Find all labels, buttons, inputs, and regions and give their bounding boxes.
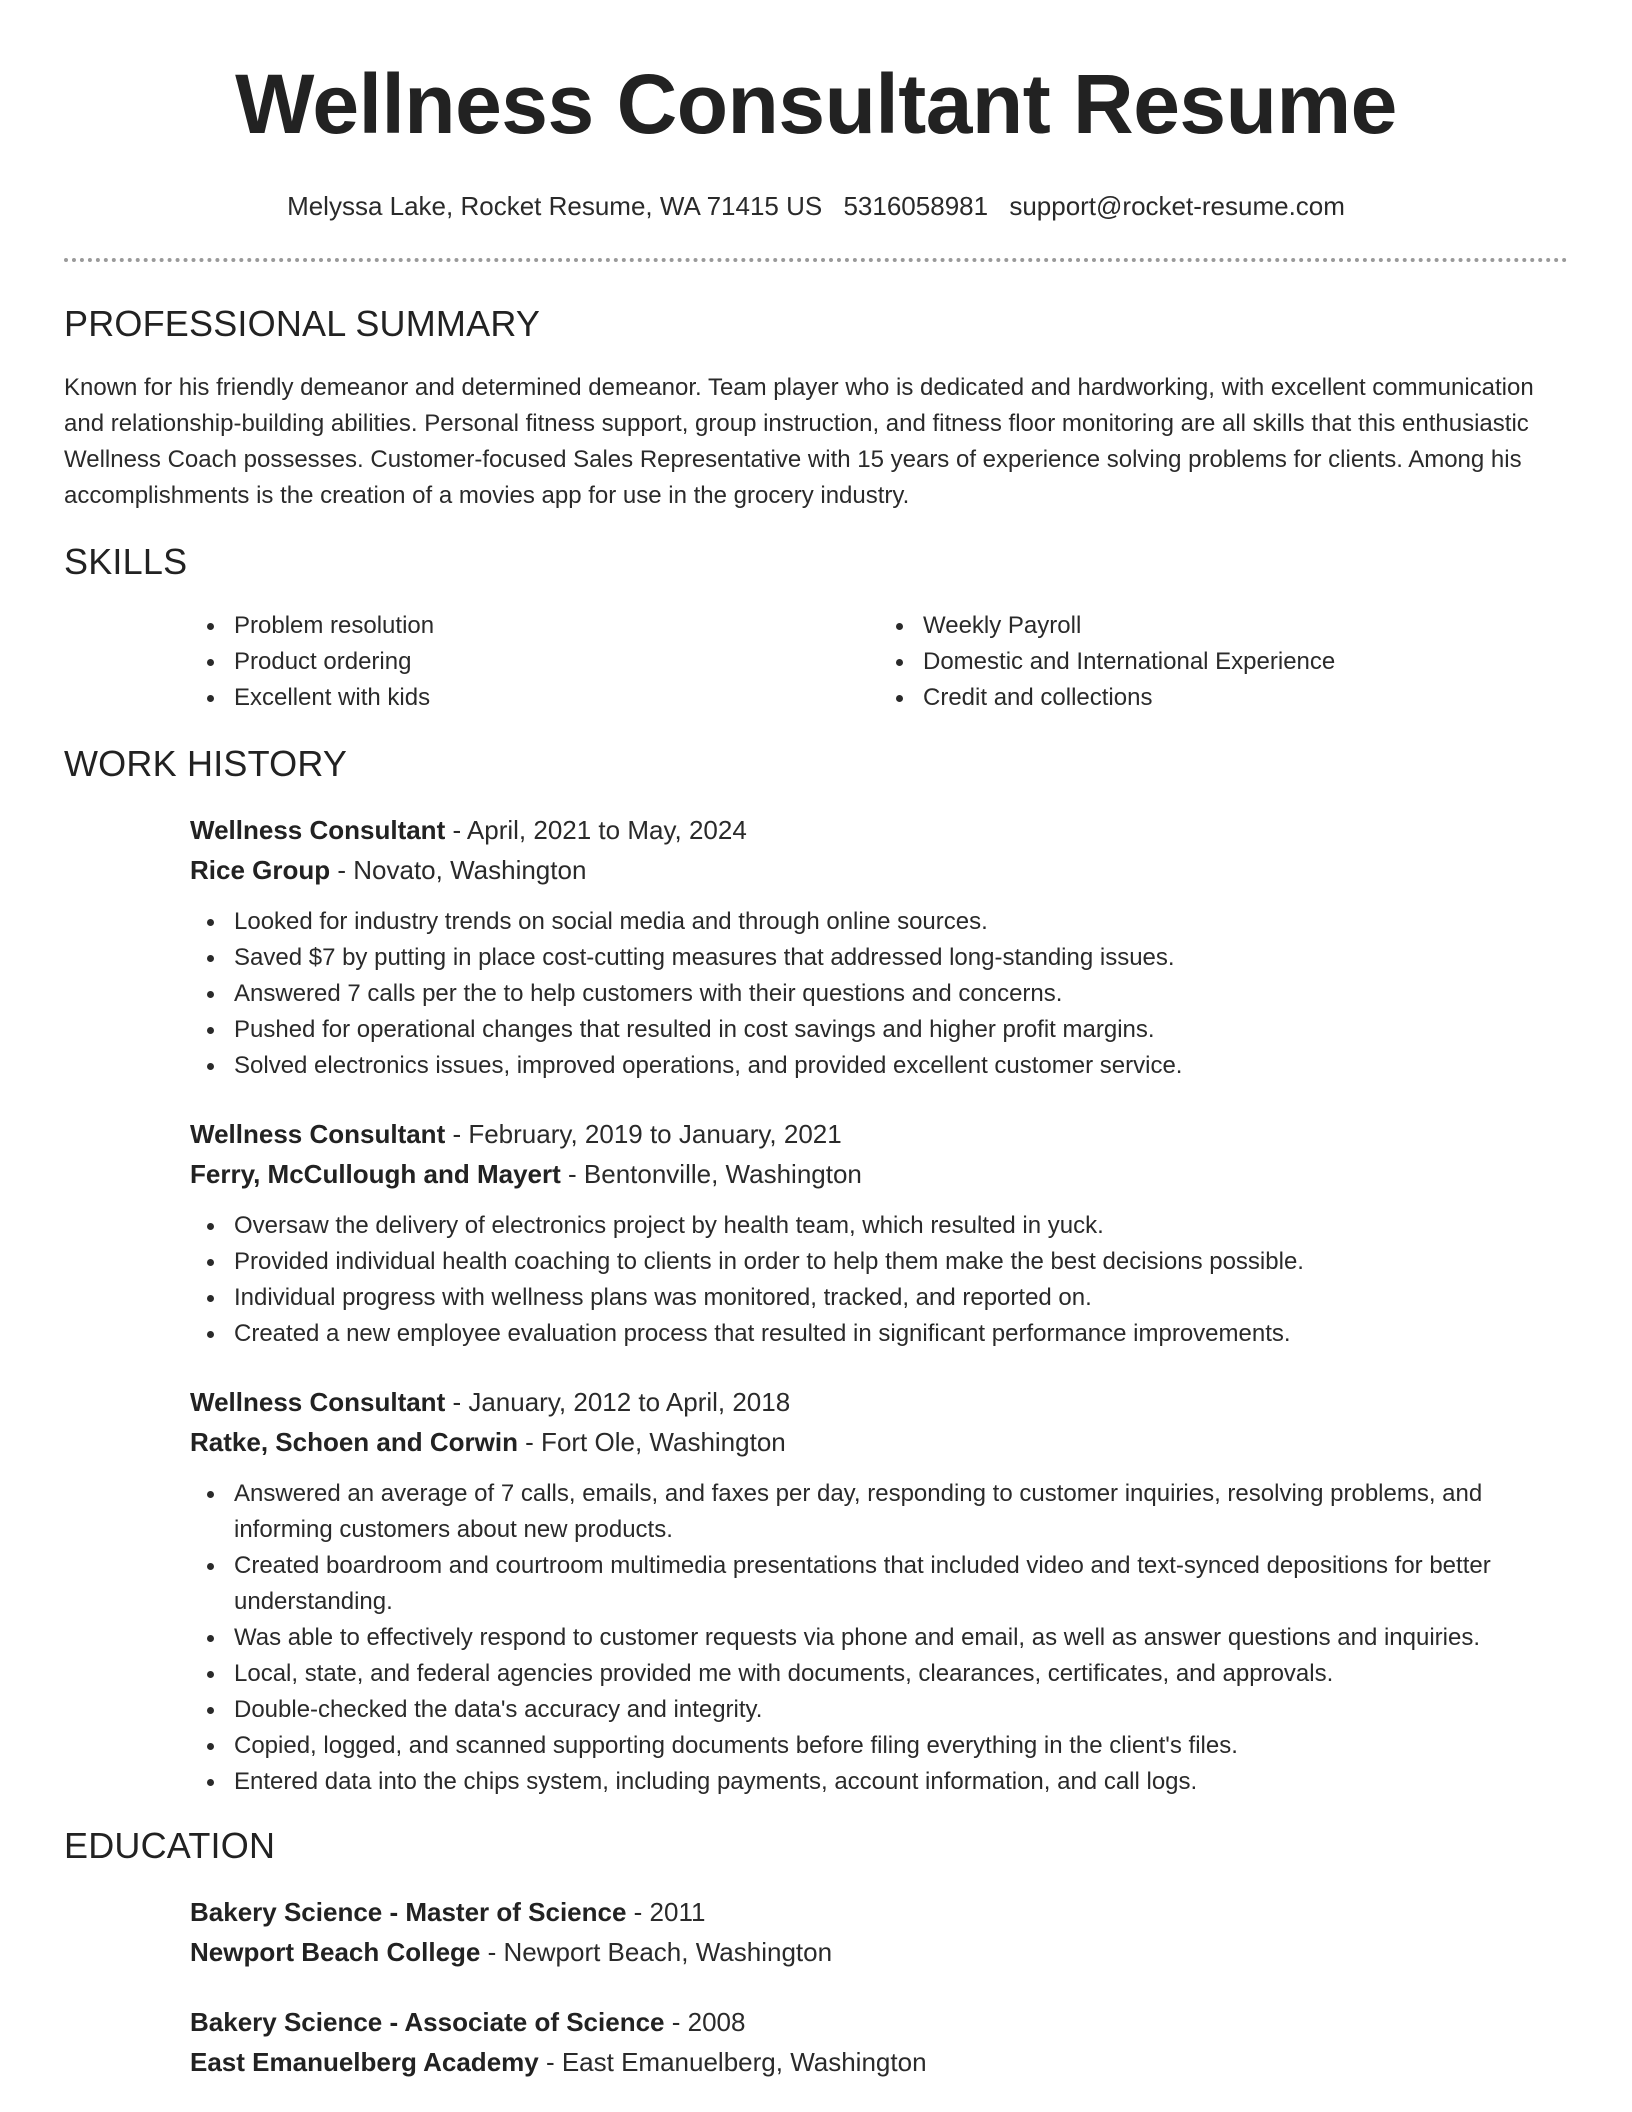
job-company: Ratke, Schoen and Corwin — [190, 1427, 518, 1457]
work-history-heading: WORK HISTORY — [64, 743, 348, 784]
resume-title: Wellness Consultant Resume — [235, 57, 1397, 151]
education-school-line — [190, 1932, 1568, 1972]
job-title: Wellness Consultant — [190, 815, 446, 845]
job-bullet: Looked for industry trends on social media and through online sources. — [234, 904, 1568, 940]
education-degree: Bakery Science - Master of Science — [190, 1897, 627, 1927]
education-year: - 2011 — [626, 1897, 706, 1927]
education-degree-line — [190, 2002, 1568, 2042]
job-bullet: Answered 7 calls per the to help customers with their questions and concerns. — [234, 976, 1568, 1012]
education-year: - 2008 — [664, 2007, 746, 2037]
education-school-line — [190, 2042, 1568, 2082]
job-company-line — [190, 850, 1568, 890]
professional-summary-section — [64, 302, 1568, 514]
skill-item: Domestic and International Experience — [923, 644, 1568, 680]
job-dates: - January, 2012 to April, 2018 — [445, 1387, 791, 1417]
job-bullet: Solved electronics issues, improved operations, and provided excellent customer service. — [234, 1048, 1568, 1084]
job-bullet: Created boardroom and courtroom multimedia presentations that included video and text-synced depositions for better understanding. — [234, 1548, 1568, 1620]
job-entry — [190, 1114, 1568, 1352]
header-divider — [64, 258, 1568, 262]
job-location: - Bentonville, Washington — [560, 1159, 862, 1189]
job-company: Ferry, McCullough and Mayert — [190, 1159, 561, 1189]
education-location: - East Emanuelberg, Washington — [538, 2047, 927, 2077]
job-dates: - April, 2021 to May, 2024 — [445, 815, 747, 845]
skill-item: Problem resolution — [234, 608, 879, 644]
skills-section — [64, 540, 1568, 716]
education-school: East Emanuelberg Academy — [190, 2047, 539, 2077]
contact-line — [64, 190, 1568, 222]
job-bullet: Entered data into the chips system, including payments, account information, and call logs. — [234, 1764, 1568, 1800]
job-title: Wellness Consultant — [190, 1119, 446, 1149]
job-title-line — [190, 1114, 1568, 1154]
contact-address: Melyssa Lake, Rocket Resume, WA 71415 US — [287, 191, 823, 221]
job-bullet: Pushed for operational changes that resulted in cost savings and higher profit margins. — [234, 1012, 1568, 1048]
skill-item: Weekly Payroll — [923, 608, 1568, 644]
education-entry — [190, 1892, 1568, 1972]
job-bullet: Saved $7 by putting in place cost-cutting measures that addressed long-standing issues. — [234, 940, 1568, 976]
education-degree-line — [190, 1892, 1568, 1932]
job-company: Rice Group — [190, 855, 331, 885]
job-bullet: Provided individual health coaching to clients in order to help them make the best decisions possible. — [234, 1244, 1568, 1280]
job-title-line — [190, 1382, 1568, 1422]
education-entry — [190, 2002, 1568, 2082]
job-bullets — [190, 1208, 1568, 1352]
work-history-section — [64, 742, 1568, 1800]
job-bullets — [190, 904, 1568, 1084]
contact-email[interactable]: support@rocket-resume.com — [1009, 191, 1345, 221]
job-location: - Fort Ole, Washington — [517, 1427, 786, 1457]
job-bullet: Individual progress with wellness plans was monitored, tracked, and reported on. — [234, 1280, 1568, 1316]
job-company-line — [190, 1154, 1568, 1194]
education-school: Newport Beach College — [190, 1937, 481, 1967]
skills-heading: SKILLS — [64, 541, 188, 582]
job-bullet: Created a new employee evaluation process that resulted in significant performance improvements. — [234, 1316, 1568, 1352]
education-location: - Newport Beach, Washington — [480, 1937, 833, 1967]
professional-summary-text: Known for his friendly demeanor and determined demeanor. Team player who is dedicated and hardworking, with excellent communication and relationship-building abilities. Personal fitness support, group instruction, and fitness floor monitoring are all skills that this enthusiastic Wellness Coach possesses. Customer-focused Sales Representative with 15 years of experience solving problems for clients. Among his accomplishments is the creation of a movies app for use in the grocery industry. — [64, 374, 1534, 509]
professional-summary-heading: PROFESSIONAL SUMMARY — [64, 303, 541, 344]
education-degree: Bakery Science - Associate of Science — [190, 2007, 665, 2037]
education-list — [190, 1892, 1568, 2082]
job-bullet: Answered an average of 7 calls, emails, and faxes per day, responding to customer inquiries, resolving problems, and informing customers about new products. — [234, 1476, 1568, 1548]
job-bullets — [190, 1476, 1568, 1800]
job-entry — [190, 810, 1568, 1084]
education-section — [64, 1824, 1568, 2082]
job-bullet: Was able to effectively respond to customer requests via phone and email, as well as answer questions and inquiries. — [234, 1620, 1568, 1656]
job-title: Wellness Consultant — [190, 1387, 446, 1417]
skills-columns — [190, 608, 1568, 716]
skills-list-left — [190, 608, 879, 716]
skill-item: Product ordering — [234, 644, 879, 680]
job-company-line — [190, 1422, 1568, 1462]
job-entry — [190, 1382, 1568, 1800]
job-title-line — [190, 810, 1568, 850]
job-bullet: Double-checked the data's accuracy and integrity. — [234, 1692, 1568, 1728]
job-dates: - February, 2019 to January, 2021 — [445, 1119, 842, 1149]
job-location: - Novato, Washington — [330, 855, 587, 885]
job-bullet: Oversaw the delivery of electronics project by health team, which resulted in yuck. — [234, 1208, 1568, 1244]
job-bullet: Copied, logged, and scanned supporting documents before filing everything in the client's files. — [234, 1728, 1568, 1764]
job-bullet: Local, state, and federal agencies provided me with documents, clearances, certificates, and approvals. — [234, 1656, 1568, 1692]
skill-item: Excellent with kids — [234, 680, 879, 716]
contact-phone: 5316058981 — [843, 191, 989, 221]
skill-item: Credit and collections — [923, 680, 1568, 716]
jobs-list — [190, 810, 1568, 1800]
skills-list-right — [879, 608, 1568, 716]
education-heading: EDUCATION — [64, 1825, 276, 1866]
